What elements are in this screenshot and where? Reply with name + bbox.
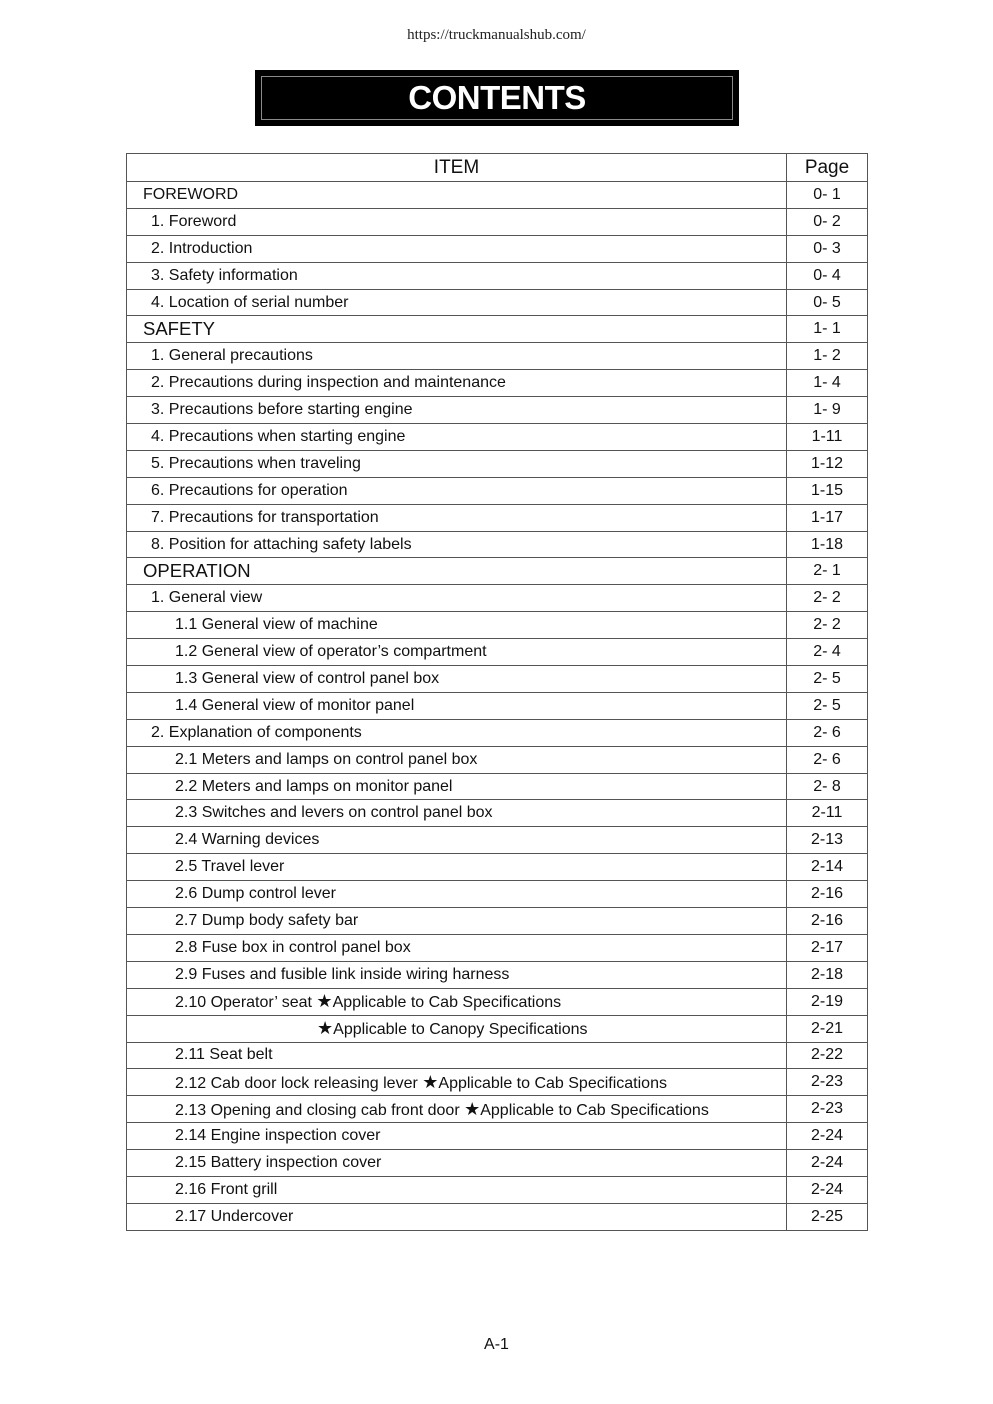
table-row [127, 1150, 868, 1177]
page-number: A-1 [484, 1336, 509, 1353]
table-row [127, 1015, 868, 1042]
table-row [127, 208, 868, 235]
source-url: https://truckmanualshub.com/ [407, 27, 586, 43]
table-row [127, 316, 868, 343]
page-column-header: Page [787, 154, 868, 182]
toc-item [127, 1015, 787, 1042]
toc-item [127, 1176, 787, 1203]
table-row [127, 773, 868, 800]
table-row [127, 1176, 868, 1203]
toc-item-label: 4. Location of serial number [151, 293, 349, 311]
toc-item-label: 4. Precautions when starting engine [151, 427, 406, 445]
toc-item-label: 6. Precautions for operation [151, 481, 348, 499]
toc-item-note: Applicable to Cab Specifications [480, 1101, 709, 1119]
toc-item [127, 934, 787, 961]
table-row [127, 397, 868, 424]
toc-item-label: FOREWORD [143, 185, 239, 203]
toc-item-label: 2.7 Dump body safety bar [175, 911, 359, 929]
toc-item [127, 612, 787, 639]
toc-item [127, 1203, 787, 1230]
toc-page-number: 2- 6 [787, 719, 868, 746]
star-icon: ★ [316, 991, 333, 1012]
table-row [127, 666, 868, 693]
toc-item-label: 2.1 Meters and lamps on control panel box [175, 750, 478, 768]
toc-item-label: 7. Precautions for transportation [151, 508, 379, 526]
toc-item-label: 2.17 Undercover [175, 1207, 294, 1225]
toc-item [127, 289, 787, 316]
toc-item-label: 3. Precautions before starting engine [151, 401, 413, 419]
table-row [127, 585, 868, 612]
toc-item [127, 558, 787, 585]
toc-page-number: 1-18 [787, 531, 868, 558]
toc-item-label: 8. Position for attaching safety labels [151, 535, 412, 553]
toc-page-number: 0- 5 [787, 289, 868, 316]
toc-page-number: 2-24 [787, 1176, 868, 1203]
toc-item-label: 2.6 Dump control lever [175, 885, 336, 903]
table-row [127, 988, 868, 1015]
toc-item-label: 2.9 Fuses and fusible link inside wiring harness [175, 965, 510, 983]
toc-page-number: 2-11 [787, 800, 868, 827]
table-row [127, 1203, 868, 1230]
table-row [127, 1096, 868, 1123]
contents-table [126, 153, 868, 1231]
toc-page-number: 2-24 [787, 1123, 868, 1150]
toc-page-number: 2-25 [787, 1203, 868, 1230]
table-row [127, 934, 868, 961]
table-row [127, 827, 868, 854]
toc-item-label: 2.5 Travel lever [175, 858, 285, 876]
toc-item [127, 827, 787, 854]
toc-item-label: 2.13 Opening and closing cab front door [175, 1101, 465, 1119]
table-row [127, 343, 868, 370]
table-row [127, 719, 868, 746]
table-row [127, 1069, 868, 1096]
table-row [127, 612, 868, 639]
toc-item [127, 800, 787, 827]
toc-item [127, 1069, 787, 1096]
toc-item-label: 2.14 Engine inspection cover [175, 1127, 381, 1145]
table-row [127, 370, 868, 397]
table-row [127, 531, 868, 558]
toc-page-number: 2- 2 [787, 585, 868, 612]
toc-item [127, 504, 787, 531]
toc-item-note: Applicable to Cab Specifications [438, 1074, 667, 1092]
toc-page-number: 2- 5 [787, 692, 868, 719]
toc-item [127, 854, 787, 881]
table-row [127, 692, 868, 719]
toc-page-number: 1- 4 [787, 370, 868, 397]
toc-item [127, 988, 787, 1015]
table-row [127, 450, 868, 477]
toc-item [127, 1096, 787, 1123]
toc-item [127, 719, 787, 746]
toc-page-number: 1- 1 [787, 316, 868, 343]
toc-page-number: 1-12 [787, 450, 868, 477]
toc-item-label: 3. Safety information [151, 266, 298, 284]
toc-item [127, 639, 787, 666]
toc-page-number: 2-23 [787, 1069, 868, 1096]
contents-title-banner [255, 70, 739, 126]
toc-item-label: 2.8 Fuse box in control panel box [175, 938, 411, 956]
toc-item-label: 2. Explanation of components [151, 723, 362, 741]
table-row [127, 639, 868, 666]
table-row [127, 961, 868, 988]
table-row [127, 800, 868, 827]
table-row [127, 289, 868, 316]
toc-page-number: 0- 4 [787, 262, 868, 289]
toc-item-label: 2. Introduction [151, 239, 253, 257]
toc-page-number: 2-22 [787, 1042, 868, 1069]
table-row [127, 262, 868, 289]
toc-page-number: 2-13 [787, 827, 868, 854]
toc-item-note: Applicable to Cab Specifications [332, 994, 562, 1012]
toc-page-number: 2-14 [787, 854, 868, 881]
toc-item [127, 585, 787, 612]
toc-item-label: 1.3 General view of control panel box [175, 669, 440, 687]
toc-item [127, 370, 787, 397]
star-icon: ★ [317, 1018, 334, 1039]
toc-page-number: 2-24 [787, 1150, 868, 1177]
toc-item [127, 477, 787, 504]
star-icon: ★ [422, 1071, 439, 1092]
toc-item [127, 343, 787, 370]
toc-item-note: Applicable to Canopy Specifications [333, 1021, 588, 1039]
star-icon: ★ [464, 1098, 481, 1119]
toc-item-label: 1.1 General view of machine [175, 616, 378, 634]
toc-item [127, 746, 787, 773]
table-row [127, 504, 868, 531]
toc-item-label: OPERATION [143, 560, 251, 582]
table-row [127, 854, 868, 881]
toc-item-label: 2.2 Meters and lamps on monitor panel [175, 777, 453, 795]
table-row [127, 1042, 868, 1069]
toc-item [127, 773, 787, 800]
toc-item [127, 397, 787, 424]
table-row [127, 424, 868, 451]
toc-page-number: 1- 9 [787, 397, 868, 424]
toc-page-number: 2-21 [787, 1015, 868, 1042]
toc-item [127, 316, 787, 343]
toc-item [127, 961, 787, 988]
toc-item-label: 2.11 Seat belt [175, 1046, 273, 1064]
table-row [127, 1123, 868, 1150]
toc-page-number: 2- 4 [787, 639, 868, 666]
toc-item [127, 1042, 787, 1069]
toc-page-number: 2- 5 [787, 666, 868, 693]
toc-item-label: 1. General precautions [151, 347, 313, 365]
toc-item [127, 182, 787, 209]
table-row [127, 235, 868, 262]
toc-item [127, 208, 787, 235]
toc-page-number: 2-17 [787, 934, 868, 961]
toc-item-label: SAFETY [143, 318, 215, 340]
toc-item [127, 666, 787, 693]
toc-item [127, 262, 787, 289]
toc-page-number: 2-16 [787, 908, 868, 935]
toc-item-label: 1. General view [151, 589, 263, 607]
table-row [127, 558, 868, 585]
toc-page-number: 1-17 [787, 504, 868, 531]
toc-item [127, 450, 787, 477]
toc-page-number: 2-19 [787, 988, 868, 1015]
toc-item-label: 2.12 Cab door lock releasing lever [175, 1074, 423, 1092]
toc-item [127, 424, 787, 451]
toc-page-number: 0- 1 [787, 182, 868, 209]
toc-item [127, 531, 787, 558]
toc-page-number: 2-16 [787, 881, 868, 908]
toc-item [127, 908, 787, 935]
toc-page-number: 2-18 [787, 961, 868, 988]
toc-item-label: 1.2 General view of operator’s compartment [175, 643, 487, 661]
toc-page-number: 2-23 [787, 1096, 868, 1123]
toc-item-label: 5. Precautions when traveling [151, 454, 361, 472]
item-column-header: ITEM [127, 154, 787, 182]
toc-page-number: 2- 8 [787, 773, 868, 800]
toc-item [127, 235, 787, 262]
toc-page-number: 1-11 [787, 424, 868, 451]
toc-item [127, 692, 787, 719]
table-header-row [127, 154, 868, 182]
toc-page-number: 2- 6 [787, 746, 868, 773]
toc-page-number: 0- 3 [787, 235, 868, 262]
table-row [127, 477, 868, 504]
toc-item [127, 1123, 787, 1150]
toc-item-label: 2.15 Battery inspection cover [175, 1154, 382, 1171]
toc-item [127, 1150, 787, 1177]
table-row [127, 881, 868, 908]
toc-item-label: 1.4 General view of monitor panel [175, 696, 415, 714]
table-row [127, 746, 868, 773]
contents-title: CONTENTS [408, 79, 586, 116]
table-row [127, 908, 868, 935]
toc-item-label: 2.16 Front grill [175, 1180, 278, 1198]
table-row [127, 182, 868, 209]
contents-table-body [127, 182, 868, 1231]
toc-item-label: 2. Precautions during inspection and maintenance [151, 374, 506, 392]
toc-page-number: 0- 2 [787, 208, 868, 235]
toc-page-number: 1-15 [787, 477, 868, 504]
toc-item-label: 2.3 Switches and levers on control panel box [175, 804, 493, 822]
toc-page-number: 2- 2 [787, 612, 868, 639]
toc-item [127, 881, 787, 908]
toc-page-number: 1- 2 [787, 343, 868, 370]
toc-page-number: 2- 1 [787, 558, 868, 585]
toc-item-label: 2.10 Operator’ seat [175, 994, 317, 1012]
toc-item-label: 2.4 Warning devices [175, 831, 320, 849]
toc-item-label: 1. Foreword [151, 212, 237, 230]
